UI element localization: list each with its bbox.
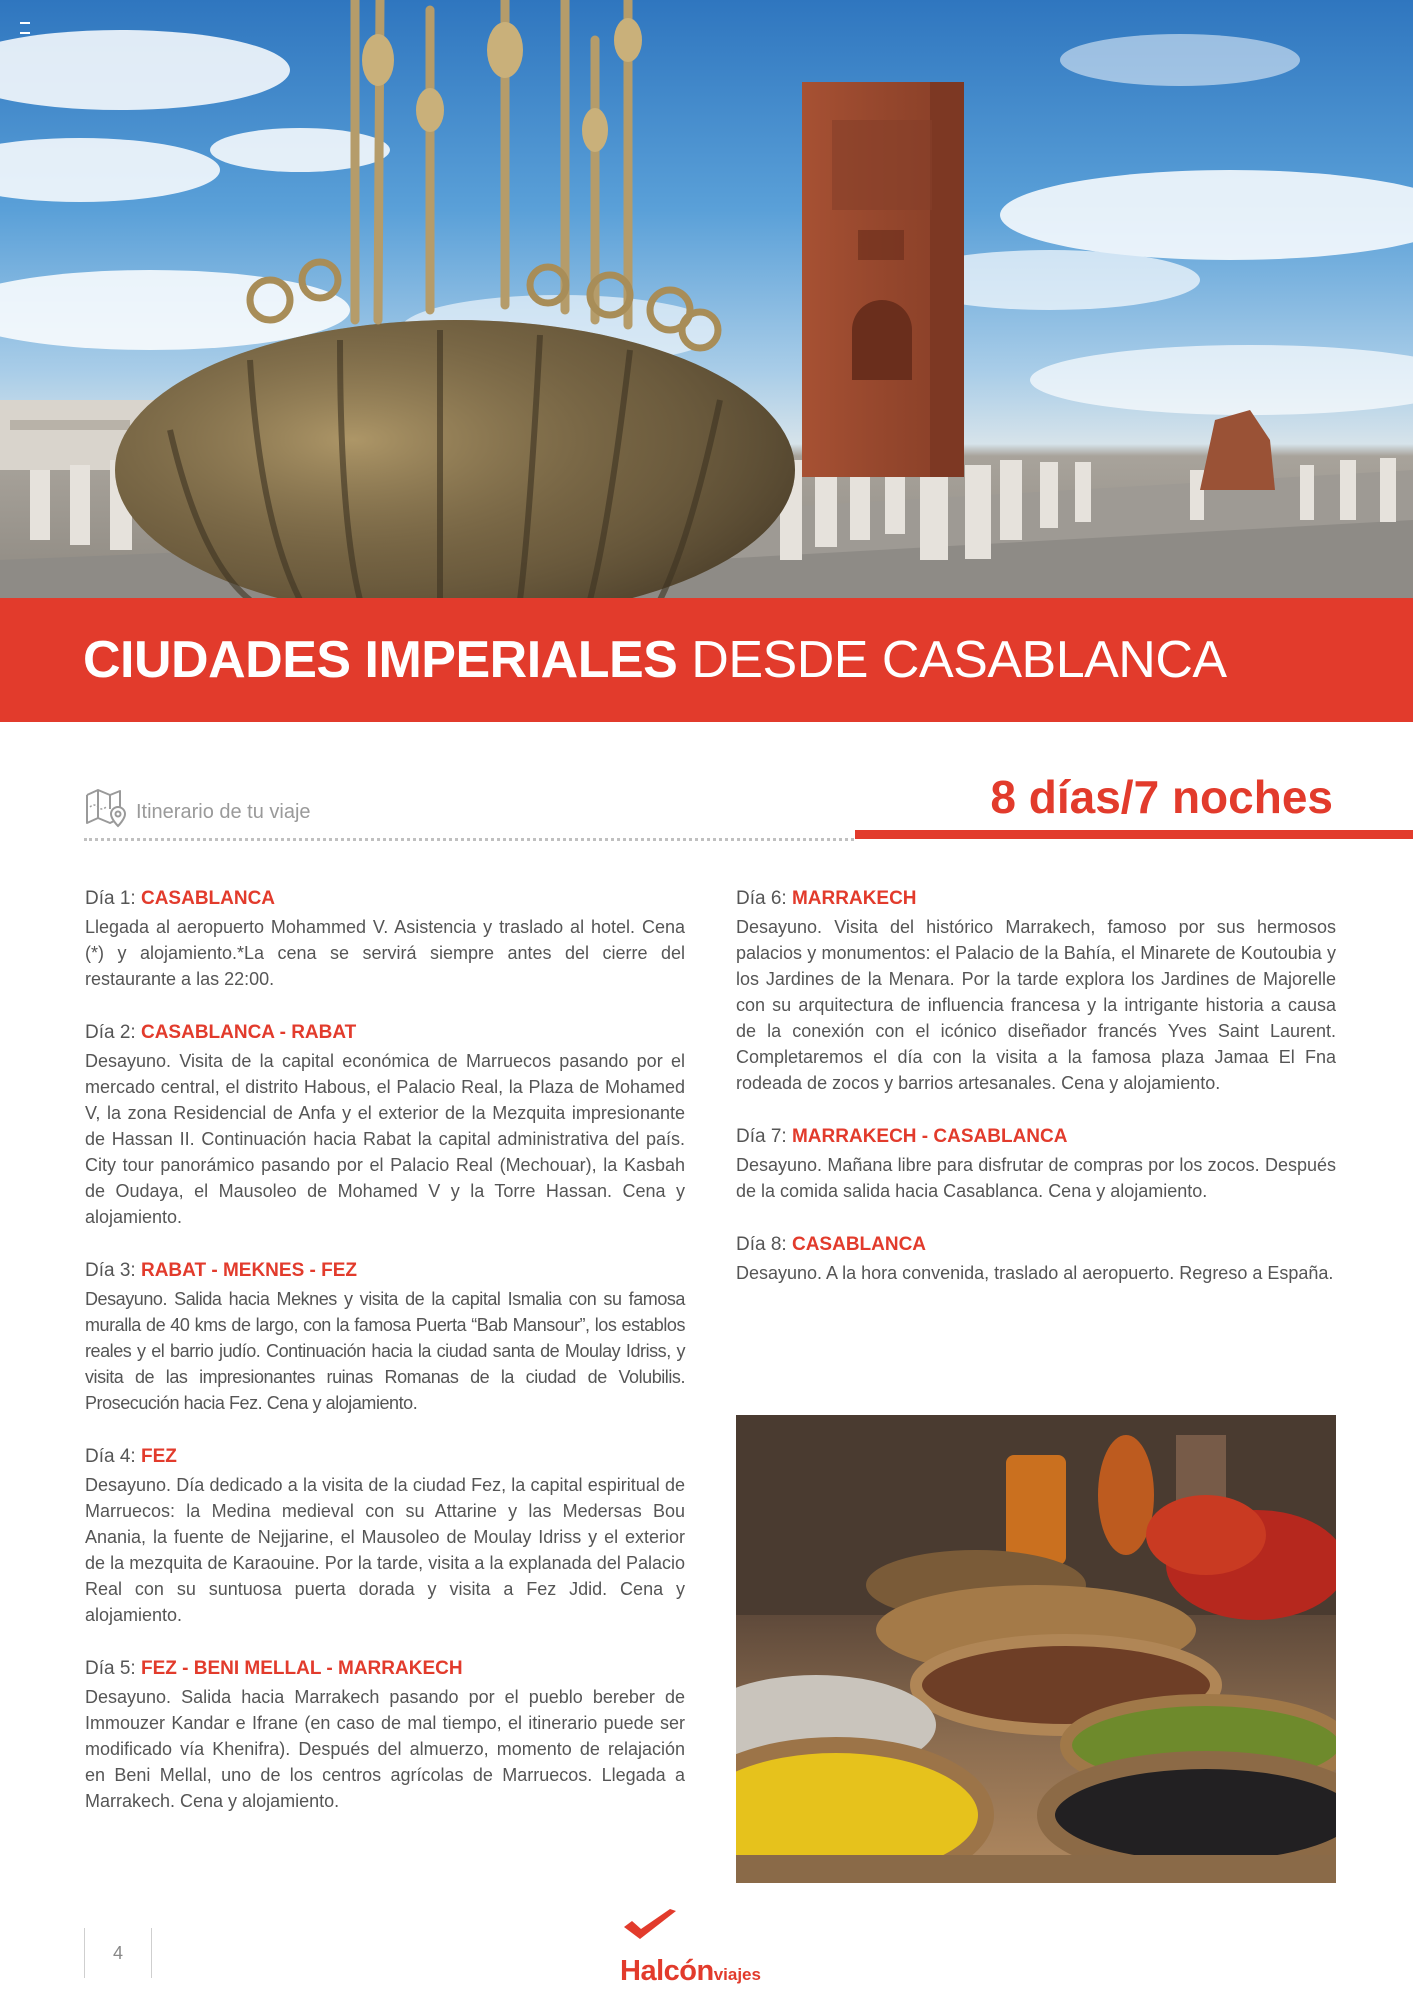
day-label: Día 5:: [85, 1658, 136, 1679]
itinerary-label: Itinerario de tu viaje: [136, 801, 311, 823]
itinerary-column-left: [85, 886, 685, 1842]
day-8: [736, 1232, 1336, 1286]
day-label: Día 7:: [736, 1126, 787, 1147]
hero-illustration: [0, 0, 1413, 600]
day-label: Día 2:: [85, 1022, 136, 1043]
map-pin-icon: [84, 785, 130, 831]
day-description: Desayuno. A la hora convenida, traslado al aeropuerto. Regreso a España.: [736, 1263, 1334, 1283]
day-description: Desayuno. Salida hacia Marrakech pasando por el pueblo bereber de Immouzer Kandar e Ifrane (en caso de mal tiempo, el itinerario puede ser modificado vía Khenifra). Después del almuerzo, momento de relajación en Beni Mellal, uno de los centros agrícolas de Marruecos. Llegada a Marrakech. Cena y alojamiento.: [85, 1687, 685, 1811]
checkmark-logo-icon: [620, 1905, 680, 1945]
day-label: Día 3:: [85, 1260, 136, 1281]
day-city: FEZ - BENI MELLAL - MARRAKECH: [140, 1658, 463, 1679]
day-4: [85, 1444, 685, 1628]
halcon-logo: [620, 1905, 800, 1995]
day-city: CASABLANCA: [140, 888, 276, 909]
day-description: Desayuno. Día dedicado a la visita de la ciudad Fez, la capital espiritual de Marruecos: la Medina medieval con su Attarine y las Medersas Bou Anania, la fuente de Nejjarine, el Mausoleo de Moulay Idriss y el exterior de la mezquita de Karaouine. Por la tarde, visita a la explanada del Palacio Real con su suntuosa puerta dorada y visita a Fez Jdid. Cena y alojamiento.: [85, 1475, 685, 1625]
brand-name: Halcón: [620, 1955, 714, 1987]
day-7: [736, 1124, 1336, 1204]
accent-divider: [855, 830, 1413, 839]
trip-duration: 8 días/7 noches: [990, 771, 1333, 823]
title-light: DESDE CASABLANCA: [691, 631, 1227, 689]
page-title: [83, 628, 1227, 692]
hero-photo: [0, 0, 1413, 600]
title-band: [0, 598, 1413, 722]
day-city: MARRAKECH: [791, 888, 917, 909]
day-6: [736, 886, 1336, 1096]
day-city: MARRAKECH - CASABLANCA: [791, 1126, 1068, 1147]
page-number: 4: [84, 1928, 152, 1978]
day-description: Llegada al aeropuerto Mohammed V. Asistencia y traslado al hotel. Cena (*) y alojamiento.*La cena se servirá siempre antes del cierre del restaurante a las 22:00.: [85, 917, 685, 989]
day-description: Desayuno. Visita de la capital económica de Marruecos pasando por el mercado central, el distrito Habous, el Palacio Real, la Plaza de Mohamed V, la zona Residencial de Anfa y el exterior de la Mezquita impresionante de Hassan II. Continuación hacia Rabat la capital administrativa del país. City tour panorámico pasando por el Palacio Real (Mechouar), la Kasbah de Oudaya, el Mausoleo de Mohamed V y la Torre Hassan. Cena y alojamiento.: [85, 1051, 685, 1227]
spice-market-illustration: [736, 1415, 1336, 1883]
day-city: CASABLANCA - RABAT: [140, 1022, 357, 1043]
day-city: RABAT - MEKNES - FEZ: [140, 1260, 358, 1281]
day-city: FEZ: [140, 1446, 177, 1467]
title-strong: CIUDADES IMPERIALES: [83, 631, 678, 689]
brand-sub: viajes: [713, 1965, 761, 1984]
dotted-divider: [84, 838, 854, 841]
day-label: Día 6:: [736, 888, 787, 909]
spice-market-photo: [736, 1415, 1336, 1883]
day-2: [85, 1020, 685, 1230]
day-description: Desayuno. Mañana libre para disfrutar de compras por los zocos. Después de la comida salida hacia Casablanca. Cena y alojamiento.: [736, 1155, 1336, 1201]
day-label: Día 1:: [85, 888, 136, 909]
day-description: Desayuno. Salida hacia Meknes y visita de la capital Ismalia con su famosa muralla de 40 kms de largo, con la famosa Puerta “Bab Mansour”, los establos reales y el barrio judío. Continuación hacia la ciudad santa de Moulay Idriss, y visita de las impresionantes ruinas Romanas de la ciudad de Volubilis. Prosecución hacia Fez. Cena y alojamiento.: [85, 1289, 685, 1413]
day-5: [85, 1656, 685, 1814]
itinerary-column-right: [736, 886, 1336, 1314]
day-label: Día 8:: [736, 1234, 787, 1255]
day-city: CASABLANCA: [791, 1234, 927, 1255]
day-1: [85, 886, 685, 992]
day-description: Desayuno. Visita del histórico Marrakech, famoso por sus hermosos palacios y monumentos: el Palacio de la Bahía, el Minarete de Koutoubia y los Jardines de la Menara. Por la tarde explora los Jardines de Majorelle con su arquitectura de influencia francesa y la intrigante historia a causa de la conexión con el icónico diseñador francés Yves Saint Laurent. Completaremos el día con la visita a la famosa plaza Jamaa El Fna rodeada de zocos y barrios artesanales. Cena y alojamiento.: [736, 917, 1336, 1093]
day-label: Día 4:: [85, 1446, 136, 1467]
menu-icon: [20, 22, 30, 34]
day-3: [85, 1258, 685, 1416]
